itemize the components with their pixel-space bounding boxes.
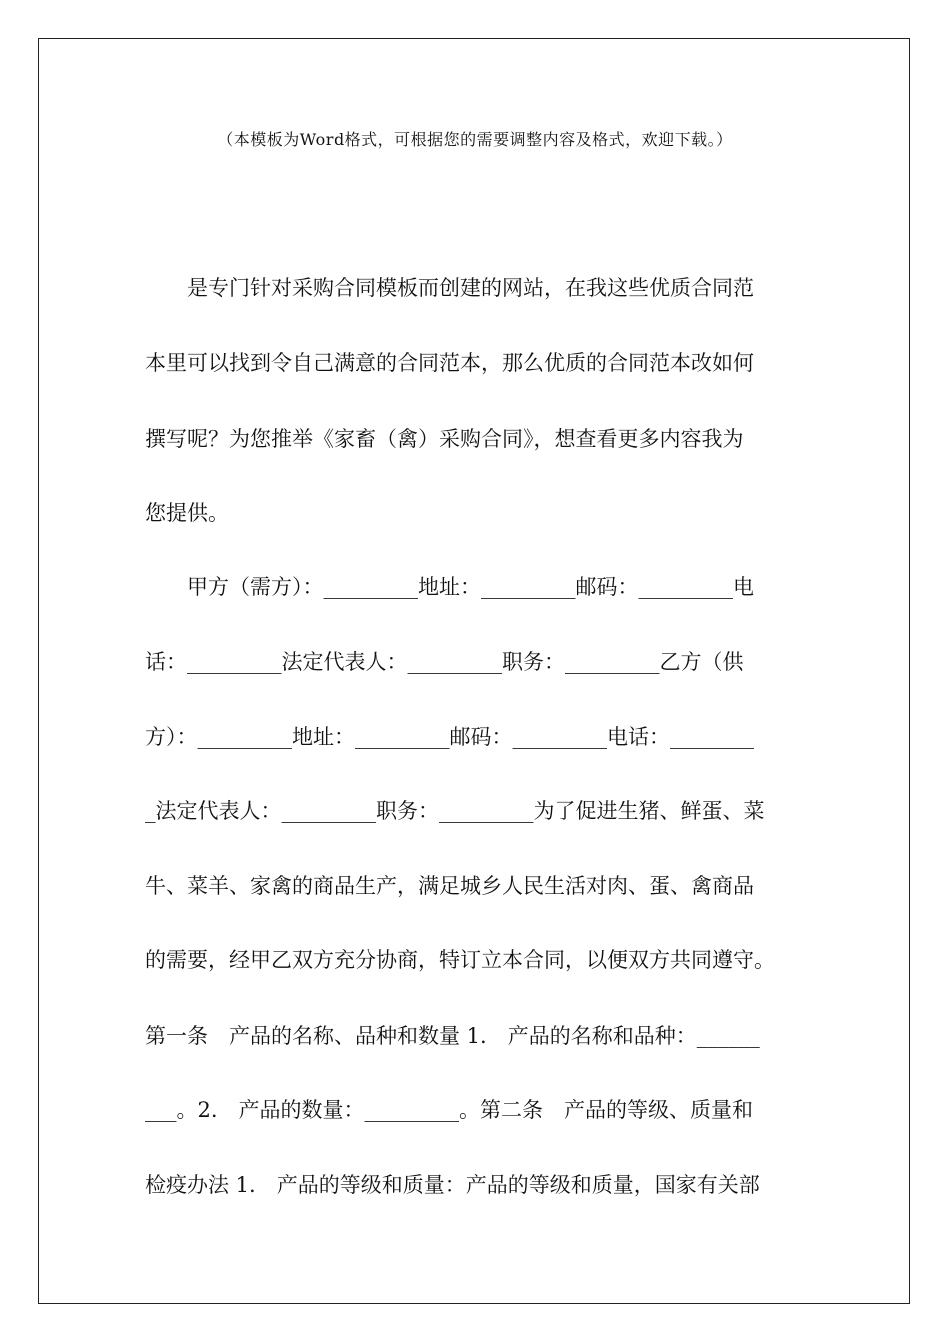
body-line-10: 的需要，经甲乙双方充分协商，特订立本合同，以便双方共同遵守。 [145, 948, 775, 972]
body-line-1: 是专门针对采购合同模板而创建的网站，在我这些优质合同范 [145, 276, 754, 300]
body-line-6: 话：_________法定代表人：_________职务：_________乙方（供 [145, 650, 744, 674]
body-line-4: 您提供。 [145, 501, 229, 525]
body-line-3: 撰写呢？为您推举《家畜（禽）采购合同》，想查看更多内容我为 [145, 427, 744, 451]
body-line-7: 方）：_________地址：_________邮码：_________电话：________ [145, 725, 754, 749]
body-line-2: 本里可以找到令自己满意的合同范本，那么优质的合同范本改如何 [145, 351, 754, 375]
body-line-12: ___。2. 产品的数量：_________。第二条 产品的等级、质量和 [145, 1098, 754, 1122]
body-line-8: _法定代表人：_________职务：_________为了促进生猪、鲜蛋、菜 [145, 799, 765, 823]
body-line-11: 第一条 产品的名称、品种和数量 1. 产品的名称和品种：______ [145, 1024, 760, 1048]
body-line-9: 牛、菜羊、家禽的商品生产，满足城乡人民生活对肉、蛋、禽商品 [145, 874, 754, 898]
body-line-5: 甲方（需方）：_________地址：_________邮码：_________电 [145, 575, 754, 599]
body-line-13: 检疫办法 1. 产品的等级和质量：产品的等级和质量，国家有关部 [145, 1173, 760, 1197]
template-note: （本模板为Word格式，可根据您的需要调整内容及格式，欢迎下载。） [217, 130, 733, 149]
